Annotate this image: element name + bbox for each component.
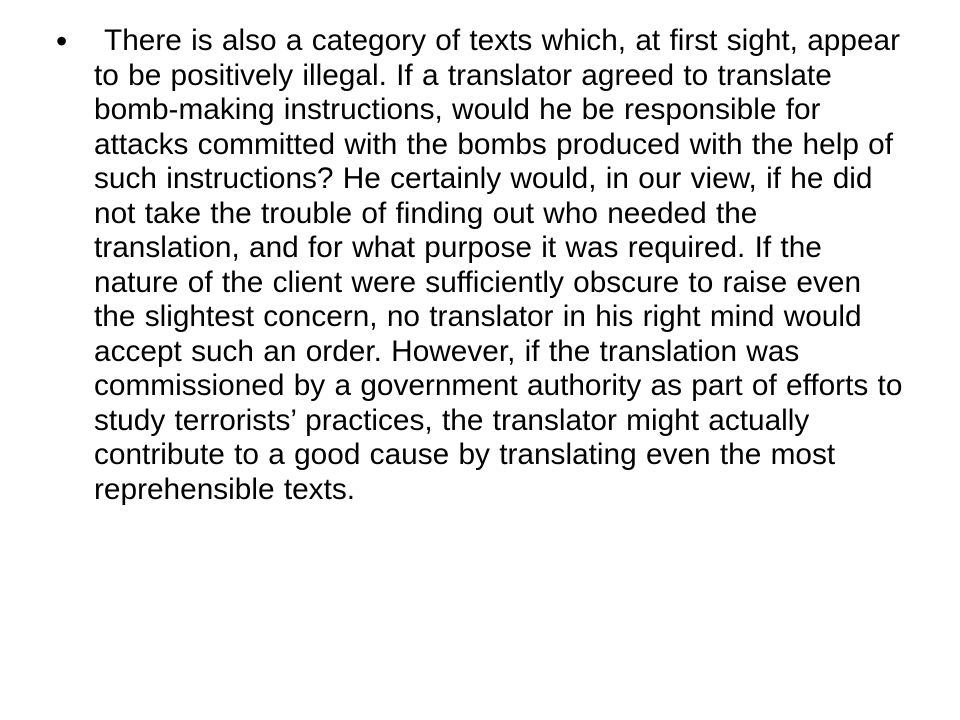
bullet-paragraph: There is also a category of texts which, at first sight, appear to be positively illegal. If a translator agreed to translate bomb-making instructions, would he be responsible for attacks committed with the bombs produced with the help of such instructions? He certainly would, in our view, if he did not take the trouble of finding out who needed the translation, and for what purpose it was required. If the nature of the client were sufficiently obscure to raise even the slightest concern, no translator in his right mind would accept such an order. However, if the translation was commissioned by a government authority as part of efforts to study terrorists’ practices, the translator might actually contribute to a good cause by translating even the most reprehensible texts.: [94, 24, 903, 506]
bullet-marker: •: [56, 23, 68, 59]
bullet-item: [56, 24, 906, 507]
